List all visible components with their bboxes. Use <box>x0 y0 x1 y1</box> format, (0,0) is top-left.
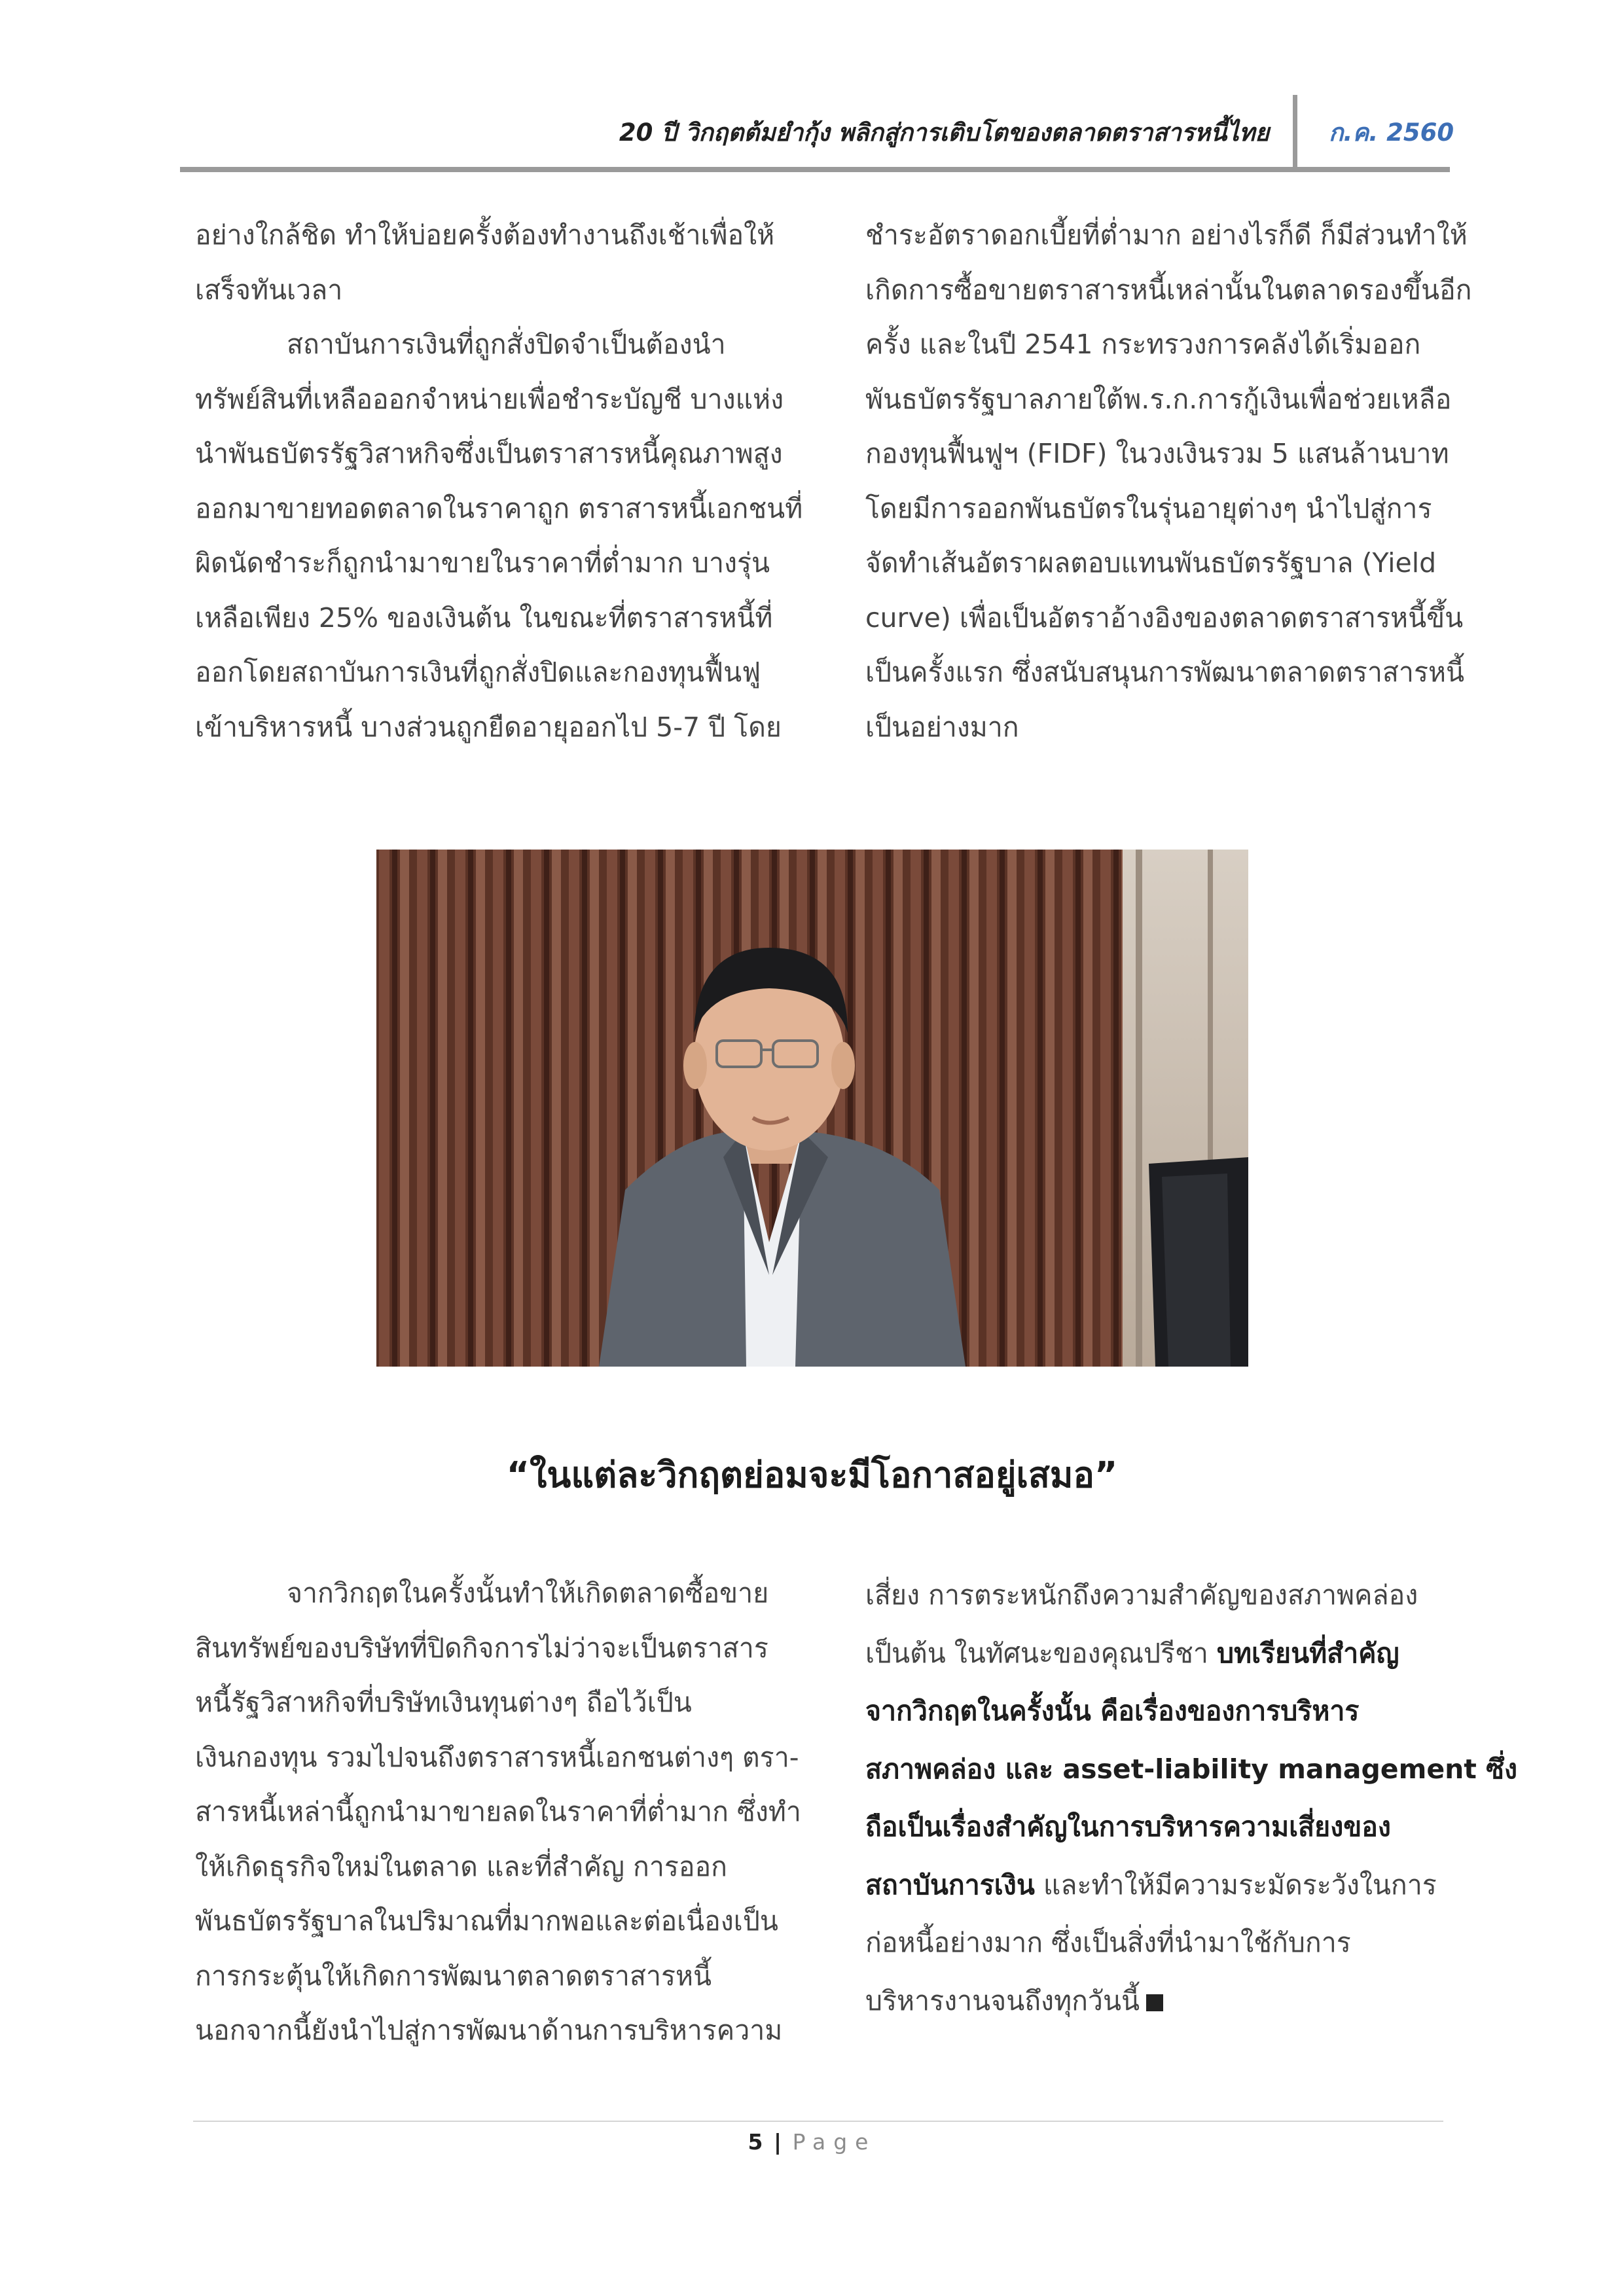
paragraph-line: จากวิกฤตในครั้งนั้นทำให้เกิดตลาดซื้อขาย <box>287 1577 769 1609</box>
bottom-left-column <box>195 1566 801 2058</box>
paragraph-line: จัดทำเส้นอัตราผลตอบแทนพันธบัตรรัฐบาล (Yield <box>865 547 1437 579</box>
paragraph-line: เงินกองทุน รวมไปจนถึงตราสารหนี้เอกชนต่างๆ ตรา- <box>195 1741 799 1773</box>
paragraph-line: ครั้ง และในปี 2541 กระทรวงการคลังได้เริ่มออก <box>865 329 1421 360</box>
paragraph-line: การกระตุ้นให้เกิดการพัฒนาตลาดตราสารหนี้ <box>195 1960 712 1992</box>
paragraph-line: ผิดนัดชำระก็ถูกนำมาขายในราคาที่ต่ำมาก บางรุ่น <box>195 547 770 579</box>
bold-text: สถาบันการเงิน <box>865 1869 1035 1901</box>
end-mark-icon <box>1146 1994 1163 2011</box>
paragraph-line <box>865 1624 1441 1683</box>
paragraph-line: ออกโดยสถาบันการเงินที่ถูกสั่งปิดและกองทุนฟื้นฟู <box>195 656 761 688</box>
paragraph-line: เป็นครั้งแรก ซึ่งสนับสนุนการพัฒนาตลาดตราสารหนี้ <box>865 656 1465 688</box>
plain-text: และทำให้มีความระมัดระวังในการ <box>1034 1869 1437 1901</box>
header-title: 20 ปี วิกฤตต้มยำกุ้ง พลิกสู่การเติบโตของตลาดตราสารหนี้ไทย <box>619 118 1269 147</box>
paragraph-line: ให้เกิดธุรกิจใหม่ในตลาด และที่สำคัญ การออก <box>195 1850 727 1882</box>
page-word: Page <box>792 2129 876 2155</box>
footer-separator: | <box>774 2129 782 2155</box>
paragraph-line <box>865 1972 1441 2030</box>
photo-illustration <box>376 850 1248 1367</box>
paragraph-line: นำพันธบัตรรัฐวิสาหกิจซึ่งเป็นตราสารหนี้คุณภาพสูง <box>195 438 783 469</box>
paragraph-line: กองทุนฟื้นฟูฯ (FIDF) ในวงเงินรวม 5 แสนล้านบาท <box>865 438 1449 469</box>
paragraph-line: พันธบัตรรัฐบาลภายใต้พ.ร.ก.การกู้เงินเพื่อช่วยเหลือ <box>865 383 1452 415</box>
footer-rule <box>193 2121 1443 2122</box>
paragraph-line: จากวิกฤตในครั้งนั้น คือเรื่องของการบริหาร <box>865 1695 1360 1727</box>
paragraph-line: ถือเป็นเรื่องสำคัญในการบริหารความเสี่ยงของ <box>865 1811 1391 1842</box>
paragraph-line: เป็นอย่างมาก <box>865 711 1019 743</box>
paragraph-line: ก่อหนี้อย่างมาก ซึ่งเป็นสิ่งที่นำมาใช้กับการ <box>865 1927 1351 1958</box>
pull-quote: “ในแต่ละวิกฤตย่อมจะมีโอกาสอยู่เสมอ” <box>506 1454 1118 1496</box>
paragraph-line: อย่างใกล้ชิด ทำให้บ่อยครั้งต้องทำงานถึงเช้าเพื่อให้ <box>195 219 775 251</box>
paragraph-line: สินทรัพย์ของบริษัทที่ปิดกิจการไม่ว่าจะเป็นตราสาร <box>195 1632 768 1664</box>
plain-text: เป็นต้น ในทัศนะของคุณปรีชา <box>865 1637 1217 1669</box>
paragraph-line: เหลือเพียง 25% ของเงินต้น ในขณะที่ตราสารหนี้ที่ <box>195 601 773 634</box>
paragraph-line: นอกจากนี้ยังนำไปสู่การพัฒนาด้านการบริหารความ <box>195 2015 783 2046</box>
header-divider <box>1293 95 1297 168</box>
paragraph-line: พันธบัตรรัฐบาลในปริมาณที่มากพอและต่อเนื่องเป็น <box>195 1905 778 1937</box>
header-date: ก.ค. 2560 <box>1329 118 1454 147</box>
page-footer <box>0 2129 1624 2155</box>
top-right-column <box>865 208 1472 755</box>
page-header <box>180 95 1454 173</box>
paragraph-line: เสี่ยง การตระหนักถึงความสำคัญของสภาพคล่อง <box>865 1579 1418 1611</box>
paragraph-line: สถาบันการเงินที่ถูกสั่งปิดจำเป็นต้องนำ <box>287 329 726 360</box>
paragraph-line: เกิดการซื้อขายตราสารหนี้เหล่านั้นในตลาดรองขึ้นอีก <box>865 274 1472 306</box>
interview-photo <box>376 850 1248 1367</box>
page-number: 5 <box>748 2129 763 2155</box>
header-rule <box>180 167 1450 172</box>
bold-text: บทเรียนที่สำคัญ <box>1216 1637 1399 1669</box>
paragraph-line: curve) เพื่อเป็นอัตราอ้างอิงของตลาดตราสารหนี้ขึ้น <box>865 601 1464 634</box>
paragraph-line: โดยมีการออกพันธบัตรในรุ่นอายุต่างๆ นำไปสู่การ <box>865 492 1432 524</box>
paragraph-line: หนี้รัฐวิสาหกิจที่บริษัทเงินทุนต่างๆ ถือไว้เป็น <box>195 1687 692 1718</box>
paragraph-line: ทรัพย์สินที่เหลือออกจำหน่ายเพื่อชำระบัญชี บางแห่ง <box>195 383 784 415</box>
paragraph-line: สภาพคล่อง และ asset-liability management ซึ่ง <box>865 1753 1518 1785</box>
paragraph-line <box>865 1856 1441 1914</box>
bottom-right-column <box>865 1566 1518 2030</box>
paragraph-line: ออกมาขายทอดตลาดในราคาถูก ตราสารหนี้เอกชนที่ <box>195 492 803 524</box>
paragraph-line: ชำระอัตราดอกเบี้ยที่ต่ำมาก อย่างไรก็ดี ก็มีส่วนทำให้ <box>865 219 1468 251</box>
paragraph-line: เข้าบริหารหนี้ บางส่วนถูกยืดอายุออกไป 5-7 ปี โดย <box>195 711 782 743</box>
top-left-column <box>195 208 803 755</box>
plain-text: บริหารงานจนถึงทุกวันนี้ <box>865 1984 1140 2017</box>
paragraph-line: สารหนี้เหล่านี้ถูกนำมาขายลดในราคาที่ต่ำมาก ซึ่งทำ <box>195 1796 801 1827</box>
paragraph-line: เสร็จทันเวลา <box>195 274 343 306</box>
